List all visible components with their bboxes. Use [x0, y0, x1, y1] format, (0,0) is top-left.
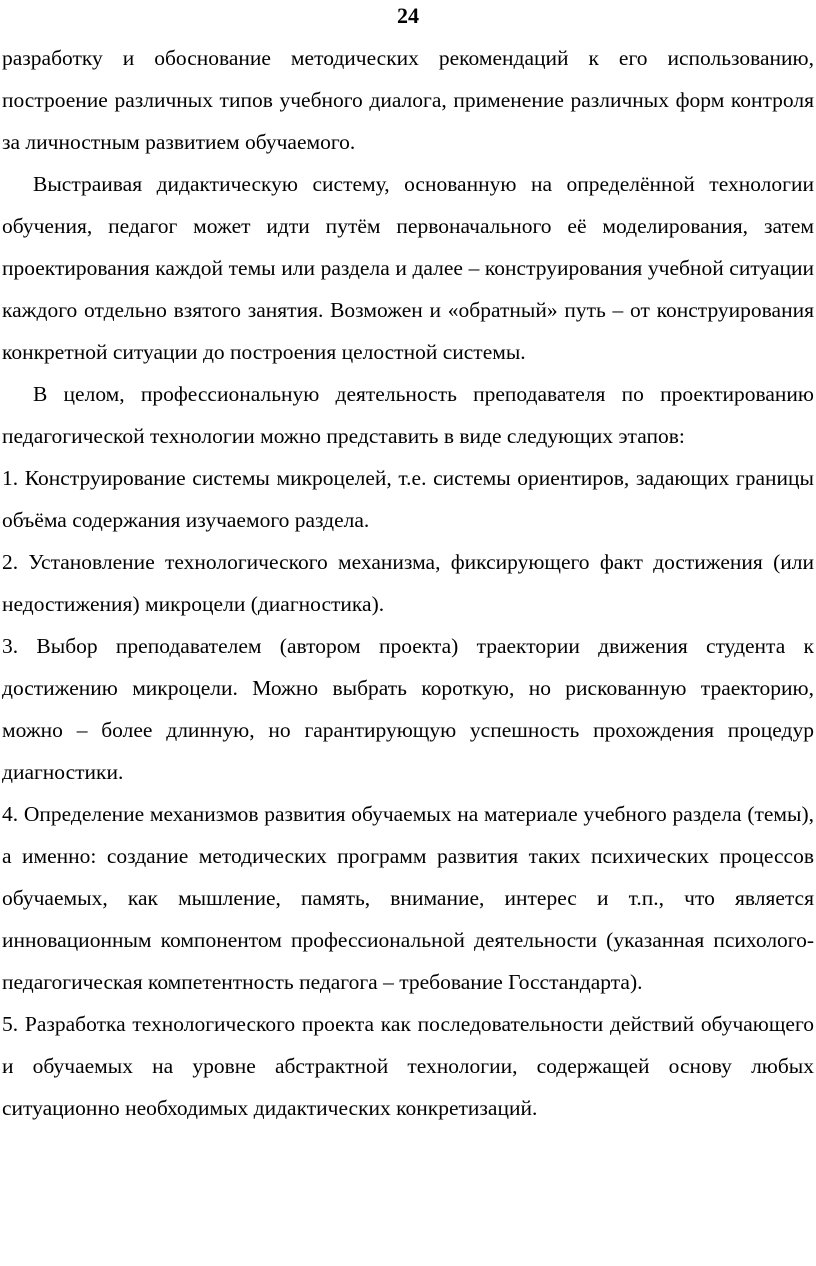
- page-number: 24: [397, 3, 419, 28]
- body-text: [2, 37, 814, 1129]
- list-item-stage-4: 4. Определение механизмов развития обучаемых на материале учебного раздела (темы), а именно: создание методических программ развития таких психических процессов обучаемых, как мышление, память, внимание, интерес и т.п., что является инновационным компонентом профессиональной деятельности (указанная психолого-педагогическая компетентность педагога – требование Госстандарта).: [2, 802, 814, 994]
- paragraph-continuation: разработку и обоснование методических рекомендаций к его использованию, построение различных типов учебного диалога, применение различных форм контроля за личностным развитием обучаемого.: [2, 46, 814, 154]
- list-item-stage-3: 3. Выбор преподавателем (автором проекта) траектории движения студента к достижению микроцели. Можно выбрать короткую, но рискованную траекторию, можно – более длинную, но гарантирующую успешность прохождения процедур диагностики.: [2, 634, 814, 784]
- list-item-stage-2: 2. Установление технологического механизма, фиксирующего факт достижения (или недостижения) микроцели (диагностика).: [2, 550, 814, 616]
- paragraph-didactic-system: Выстраивая дидактическую систему, основанную на определённой технологии обучения, педагог может идти путём первоначального её моделирования, затем проектирования каждой темы или раздела и далее – конструирования учебной ситуации каждого отдельно взятого занятия. Возможен и «обратный» путь – от конструирования конкретной ситуации до построения целостной системы.: [2, 172, 814, 364]
- list-item-stage-1: 1. Конструирование системы микроцелей, т.е. системы ориентиров, задающих границы объёма содержания изучаемого раздела.: [2, 466, 814, 532]
- paragraph-stages-intro: В целом, профессиональную деятельность преподавателя по проектированию педагогической технологии можно представить в виде следующих этапов:: [2, 382, 814, 448]
- list-item-stage-5: 5. Разработка технологического проекта как последовательности действий обучающего и обучаемых на уровне абстрактной технологии, содержащей основу любых ситуационно необходимых дидактических конкретизаций.: [2, 1012, 814, 1120]
